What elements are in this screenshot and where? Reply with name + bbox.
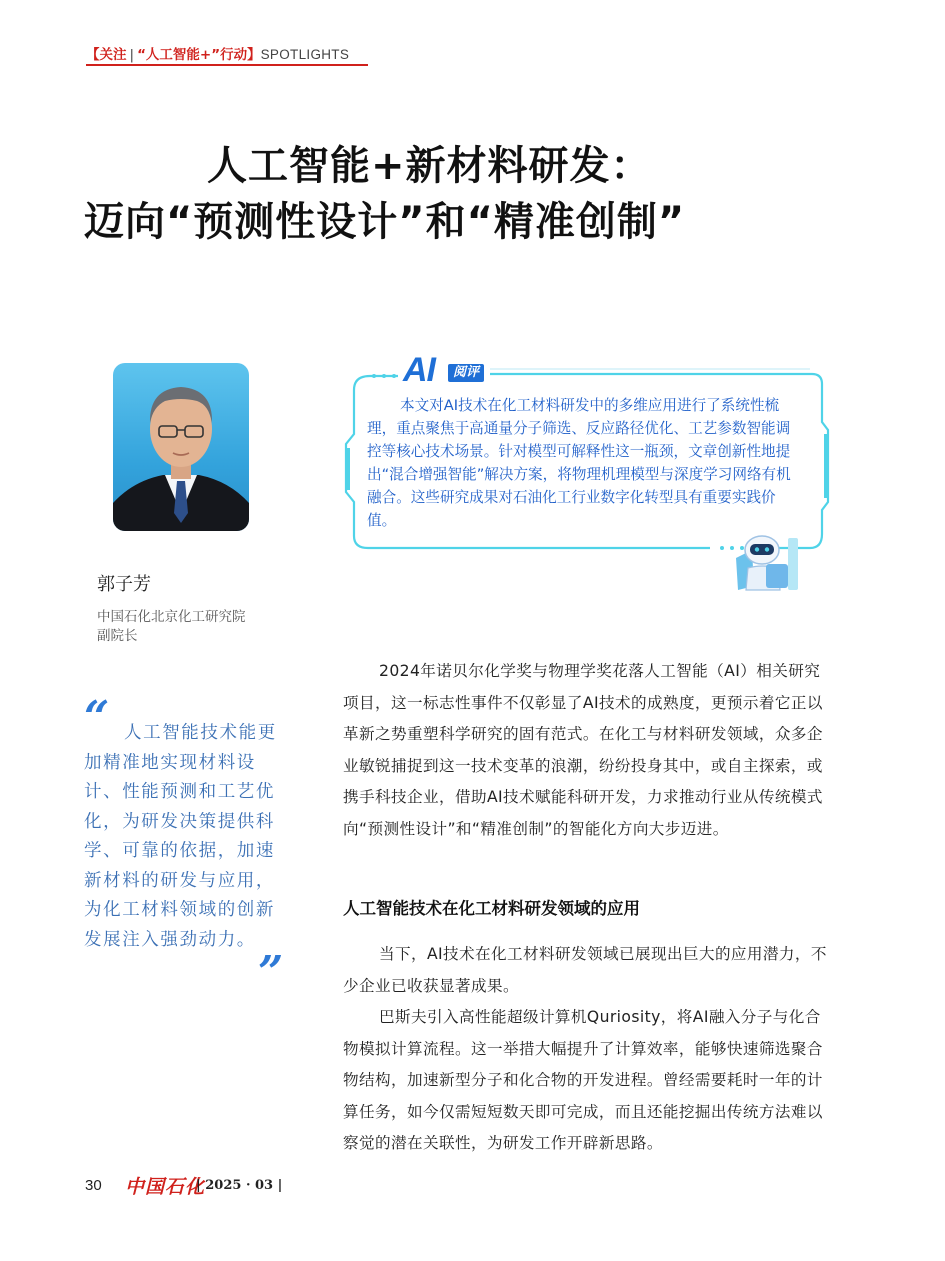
author-name: 郭子芳: [97, 574, 151, 595]
article-title-line2: 迈向“预测性设计”和“精准创制”: [84, 199, 686, 245]
robot-icon: [736, 536, 798, 590]
tag-campaign: “人工智能+”行动: [137, 47, 248, 63]
pull-quote: 人工智能技术能更加精准地实现材料设计、性能预测和工艺优化，为研发决策提供科学、可靠的依据，加速新材料的研发与应用，为化工材料领域的创新发展注入强劲动力。: [84, 723, 277, 950]
ai-review-text: 本文对AI技术在化工材料研发中的多维应用进行了系统性梳理，重点聚焦于高通量分子筛选、反应路径优化、工艺参数智能调控等核心技术场景。针对模型可解释性这一瓶颈，文章创新性地提出“混合增强智能”解决方案，将物理机理模型与深度学习网络有机融合。这些研究成果对石油化工行业数字化转型具有重要实践价值。: [367, 397, 791, 529]
quote-open-mark: “: [84, 692, 110, 743]
body-paragraph: 巴斯夫引入高性能超级计算机Quriosity，将AI融入分子与化合物模拟计算流程。这一举措大幅提升了计算效率，能够快速筛选聚合物结构，加速新型分子和化合物的开发进程。曾经需要耗时一年的计算任务，如今仅需短短数天即可完成，而且还能挖掘出传统方法难以察觉的潜在关联性，为研发工作开辟新思路。: [343, 1008, 823, 1152]
journal-logo: 中国石化: [125, 1176, 206, 1198]
author-organization: 中国石化北京化工研究院: [97, 609, 246, 625]
author-position: 副院长: [97, 628, 138, 644]
section-heading: 人工智能技术在化工材料研发领域的应用: [343, 899, 640, 918]
author-portrait-illustration: [113, 363, 249, 531]
tag-focus: 关注: [99, 47, 127, 63]
ai-review-badge: 阅评: [448, 364, 484, 382]
ai-logo: AI: [403, 351, 435, 389]
quote-close-mark: ”: [258, 947, 284, 998]
issue-number: | 2025 · 03 |: [196, 1178, 283, 1193]
tag-underline: [86, 64, 368, 66]
article-title-line1: 人工智能+新材料研发：: [207, 143, 652, 189]
tag-close-bracket: 】: [247, 47, 261, 63]
tag-open-bracket: 【: [86, 47, 100, 63]
tag-spotlights: SPOTLIGHTS: [260, 47, 350, 62]
body-paragraph: 当下，AI技术在化工材料研发领域已展现出巨大的应用潜力，不少企业已收获显著成果。: [343, 945, 827, 995]
author-photo: [113, 363, 249, 531]
page-number: 30: [85, 1177, 102, 1194]
tag-divider: |: [129, 47, 135, 63]
author-affiliation: [97, 608, 287, 646]
section-tag: [86, 46, 349, 64]
body-paragraph: 2024年诺贝尔化学奖与物理学奖花落人工智能（AI）相关研究项目，这一标志性事件不仅彰显了AI技术的成熟度，更预示着它正以革新之势重塑科学研究的固有范式。在化工与材料研发领域，众多企业敏锐捕捉到这一技术变革的浪潮，纷纷投身其中，或自主探索，或携手科技企业，借助AI技术赋能科研开发，力求推动行业从传统模式向“预测性设计”和“精准创制”的智能化方向大步迈进。: [343, 662, 823, 838]
